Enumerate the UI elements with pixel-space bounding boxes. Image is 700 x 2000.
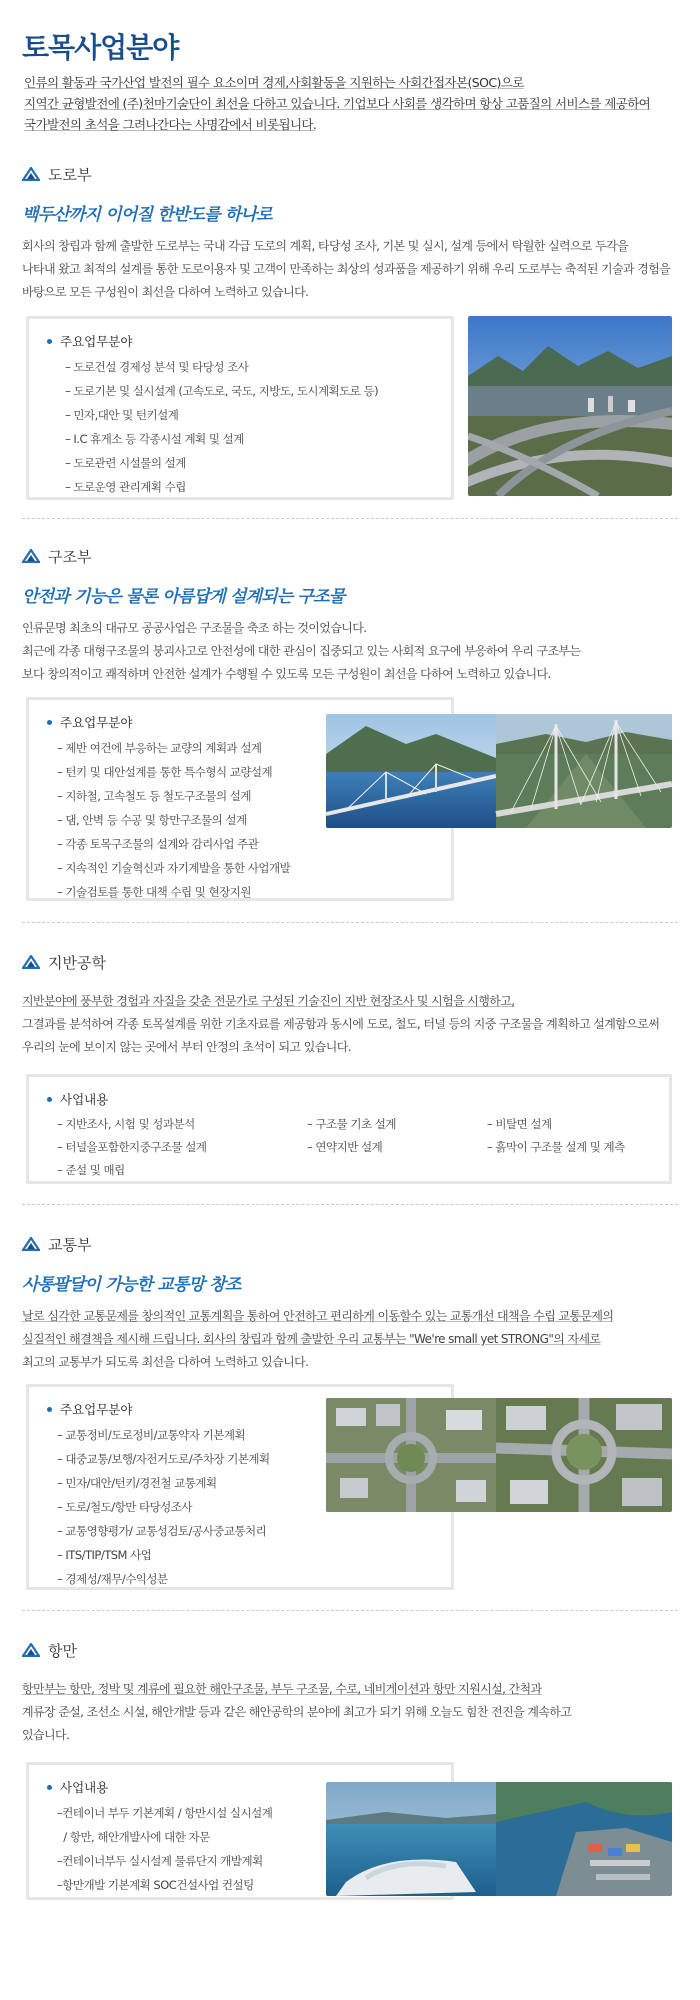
section-slogan: 안전과 기능은 물론 아름답게 설계되는 구조물	[22, 587, 345, 607]
bullet-icon	[47, 1097, 52, 1102]
desc-line: 있습니다.	[22, 1728, 70, 1742]
work-grid	[57, 1113, 669, 1182]
intro-text	[24, 72, 684, 135]
desc-line: 인류문명 최초의 대규모 공공사업은 구조물을 축조 하는 것이었습니다.	[22, 621, 367, 635]
list-item: – 연약지반 설계	[307, 1140, 383, 1154]
section-title: 지반공학	[48, 953, 106, 972]
bullet-icon	[47, 1407, 52, 1412]
bullet-icon	[47, 720, 52, 725]
list-item: –컨테이너부두 실시설계 물류단지 개발계획	[57, 1854, 263, 1868]
box-title	[47, 1089, 669, 1109]
list-item: – 제반 여건에 부응하는 교량의 계획과 설계	[57, 741, 262, 755]
triangle-icon	[22, 955, 40, 969]
box-title	[47, 331, 451, 351]
section-harbor	[22, 1640, 678, 1747]
desc-line: 나타내 왔고 최적의 설계를 통한 도로이용자 및 고객이 만족하는 최상의 성과품을 제공하기 위해 우리 도로부는 축적된 기술과 경험을	[22, 262, 671, 276]
list-item: – 경제성/재무/수익성분	[57, 1572, 168, 1586]
list-item: – 지반조사, 시험 및 성과분석	[57, 1117, 195, 1131]
box-title-label: 주요업무분야	[60, 334, 133, 349]
section-description	[22, 617, 678, 686]
list-item: – 준설 및 매립	[57, 1163, 125, 1177]
bullet-icon	[47, 1785, 52, 1790]
section-divider	[22, 518, 678, 519]
list-item: – 도로/철도/항만 타당성조사	[57, 1500, 193, 1514]
desc-line: 바탕으로 모든 구성원이 최선을 다하여 노력하고 있습니다.	[22, 285, 309, 299]
list-item: – 각종 토목구조물의 설계와 감리사업 주관	[57, 837, 259, 851]
bullet-icon	[47, 339, 52, 344]
section-structure	[22, 546, 678, 686]
list-item: – 비탈면 설계	[487, 1117, 552, 1131]
section-traffic	[22, 1234, 678, 1374]
triangle-icon	[22, 549, 40, 563]
list-item: – 터널을포함한지중구조물 설계	[57, 1140, 207, 1154]
intro-line: 지역간 균형발전에 (주)천마기술단이 최선을 다하고 있습니다. 기업보다 사회를 생각하며 항상 고품질의 서비스를 제공하여	[24, 96, 651, 111]
section-description	[22, 235, 678, 304]
list-item: – 기술검토를 통한 대책 수립 및 현장지원	[57, 885, 251, 899]
triangle-icon	[22, 167, 40, 181]
section-title: 구조부	[48, 547, 92, 566]
intro-line: 인류의 활동과 국가산업 발전의 필수 요소이며 경제,사회활동을 지원하는 사회간접자본(SOC)으로	[24, 75, 524, 90]
section-slogan: 백두산까지 이어질 한반도를 하나로	[22, 205, 272, 225]
highway-interchange-photo	[468, 316, 672, 496]
desc-line: 보다 창의적이고 쾌적하며 안전한 설계가 수행될 수 있도록 모든 구성원이 최선을 다하여 노력하고 있습니다.	[22, 667, 551, 681]
desc-line: 실질적인 해결책을 제시해 드립니다. 회사의 창립과 함께 출발한 우리 교통부는 "We're small yet STRONG"의 자세로	[22, 1332, 601, 1346]
list-item: – 도로운영 관리계획 수립	[65, 480, 186, 494]
desc-line: 우리의 눈에 보이지 않는 곳에서 부터 안정의 초석이 되고 있습니다.	[22, 1040, 351, 1054]
box-title-label: 주요업무분야	[60, 715, 133, 730]
desc-line: 최고의 교통부가 되도록 최선을 다하여 노력하고 있습니다.	[22, 1355, 309, 1369]
intro-line: 국가발전의 초석을 그려나간다는 사명감에서 비롯됩니다.	[24, 117, 317, 132]
list-item: – 민자,대안 및 턴키설계	[65, 408, 179, 422]
list-item: – 교통정비/도로정비/교통약자 기본계획	[57, 1428, 246, 1442]
list-item: – 지속적인 기술혁신과 자기계발을 통한 사업개발	[57, 861, 291, 875]
desc-line: 최근에 각종 대형구조물의 붕괴사고로 안전성에 대한 관심이 집중되고 있는 사회적 요구에 부응하여 우리 구조부는	[22, 644, 581, 658]
list-item: –항만개발 기본계획 SOC건설사업 컨설팅	[57, 1878, 254, 1892]
list-item: / 항만, 해안개발사에 대한 자문	[57, 1830, 210, 1844]
list-item: – 교통영향평가/ 교통성검토/공사중교통처리	[57, 1524, 267, 1538]
section-road	[22, 164, 678, 304]
section-title: 항만	[48, 1641, 77, 1660]
desc-line: 계류장 준설, 조선소 시설, 해안개발 등과 같은 해안공학의 분야에 최고가 되기 위해 오늘도 힘찬 전진을 계속하고	[22, 1705, 572, 1719]
section-title: 도로부	[48, 165, 92, 184]
bridge-photo	[326, 714, 672, 828]
list-item: –컨테이너 부두 기본계획 / 항만시설 실시설계	[57, 1806, 273, 1820]
section-slogan: 사통팔달이 가능한 교통망 창조	[22, 1275, 241, 1295]
section-description	[22, 1678, 678, 1747]
list-item: – 턴키 및 대안설계를 통한 특수형식 교량설계	[57, 765, 273, 779]
list-item: – 도로관련 시설물의 설계	[65, 456, 186, 470]
section-heading	[22, 1234, 678, 1254]
desc-line: 회사의 창립과 함께 출발한 도로부는 국내 각급 도로의 계획, 타당성 조사, 기본 및 실시, 설계 등에서 탁월한 실력으로 두각을	[22, 239, 629, 253]
work-list	[65, 355, 451, 499]
list-item: – 대중교통/보행/자전거도로/주차장 기본계획	[57, 1452, 270, 1466]
roundabout-photo	[326, 1398, 672, 1512]
box-title-label: 사업내용	[60, 1780, 109, 1795]
section-heading	[22, 1640, 678, 1660]
triangle-icon	[22, 1237, 40, 1251]
section-heading	[22, 164, 678, 184]
section-description	[22, 990, 678, 1059]
list-item: – ITS/TIP/TSM 사업	[57, 1548, 152, 1562]
page-title: 토목사업분야	[22, 31, 179, 64]
section-title: 교통부	[48, 1235, 92, 1254]
section-divider	[22, 1610, 678, 1611]
desc-line: 항만부는 항만, 정박 및 계류에 필요한 해안구조물, 부두 구조물, 수로, 네비게이션과 항만 지원시설, 간척과	[22, 1682, 542, 1696]
list-item: – 구조물 기초 설계	[307, 1117, 396, 1131]
section-heading	[22, 952, 678, 972]
desc-line: 날로 심각한 교통문제를 창의적인 교통계획을 통하여 안전하고 편리하게 이동할수 있는 교통개선 대책을 수립 교통문제의	[22, 1309, 614, 1323]
section-heading	[22, 546, 678, 566]
desc-line: 그결과를 분석하여 각종 토목설계를 위한 기초자료를 제공함과 동시에 도로, 철도, 터널 등의 지중 구조물을 계획하고 설계함으로써	[22, 1017, 660, 1031]
harbor-photo	[326, 1782, 672, 1896]
section-divider	[22, 1204, 678, 1205]
list-item: – I.C 휴게소 등 각종시설 계획 및 설계	[65, 432, 244, 446]
box-title-label: 주요업무분야	[60, 1402, 133, 1417]
box-title-label: 사업내용	[60, 1092, 109, 1107]
list-item: – 도로건설 경제성 분석 및 타당성 조사	[65, 360, 249, 374]
desc-line: 지반분야에 풍부한 경험과 자질을 갖춘 전문가로 구성된 기술진이 지반 현장조사 및 시험을 시행하고,	[22, 994, 515, 1008]
section-description	[22, 1305, 678, 1374]
road-work-box	[26, 316, 454, 500]
list-item: – 댐, 안벽 등 수공 및 항만구조물의 설계	[57, 813, 247, 827]
list-item: – 민자/대안/턴키/경전철 교통계획	[57, 1476, 217, 1490]
list-item: – 도로기본 및 실시설계 (고속도로, 국도, 지방도, 도시계획도로 등)	[65, 384, 379, 398]
triangle-icon	[22, 1643, 40, 1657]
section-geotechnical	[22, 952, 678, 1059]
list-item: – 지하철, 고속철도 등 철도구조물의 설계	[57, 789, 251, 803]
section-divider	[22, 922, 678, 923]
list-item: – 흙막이 구조물 설계 및 계측	[487, 1140, 625, 1154]
geotech-work-box	[26, 1074, 672, 1184]
